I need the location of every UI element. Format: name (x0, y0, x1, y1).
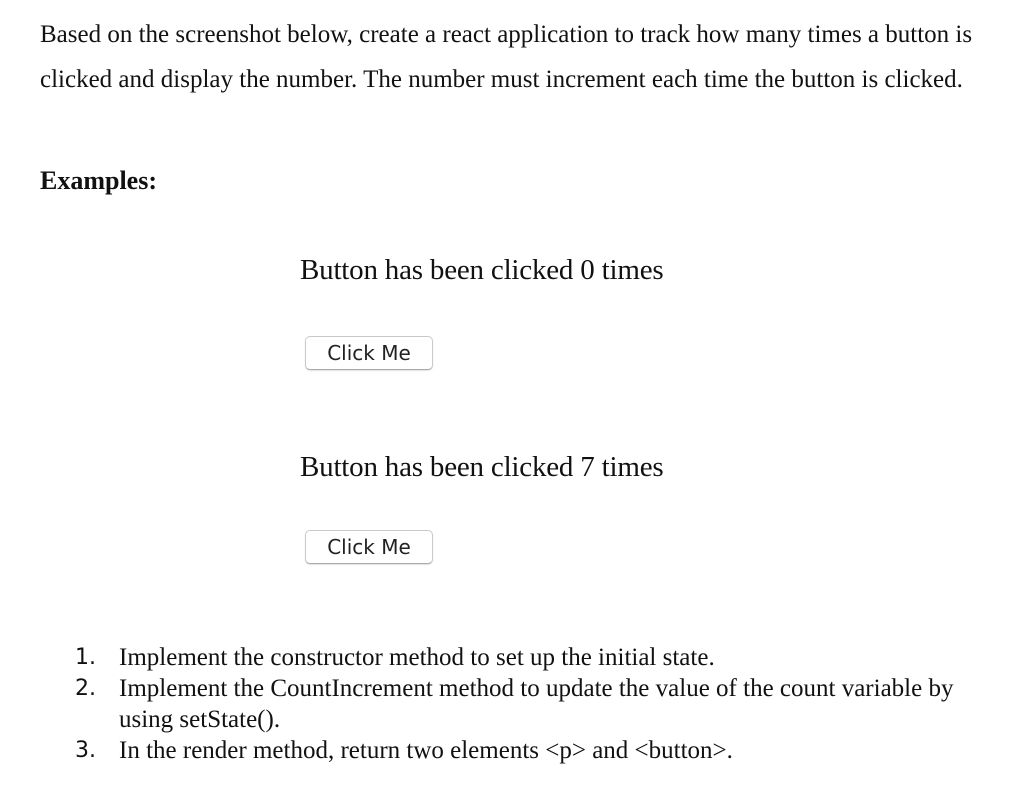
example-2-click-count-text: Button has been clicked 7 times (300, 451, 664, 483)
instruction-number: 3. (75, 738, 96, 763)
examples-heading: Examples: (40, 166, 157, 195)
instruction-item (75, 673, 975, 735)
example-1-click-me-button[interactable]: Click Me (305, 336, 433, 370)
instructions-list (75, 642, 975, 766)
instruction-item (75, 735, 975, 766)
example-1-click-count-text: Button has been clicked 0 times (300, 254, 664, 286)
instruction-number: 2. (75, 676, 96, 701)
example-2-click-me-button[interactable]: Click Me (305, 530, 433, 564)
instruction-item (75, 642, 975, 673)
intro-paragraph: Based on the screenshot below, create a react application to track how many times a button is clicked and display the number. The number must increment each time the button is clicked. (40, 21, 973, 93)
instruction-number: 1. (75, 645, 96, 670)
instruction-text: In the render method, return two elements <p> and <button>. (119, 737, 733, 764)
instruction-text: Implement the CountIncrement method to update the value of the count variable by using setState(). (119, 675, 954, 733)
instruction-text: Implement the constructor method to set up the initial state. (119, 644, 715, 671)
